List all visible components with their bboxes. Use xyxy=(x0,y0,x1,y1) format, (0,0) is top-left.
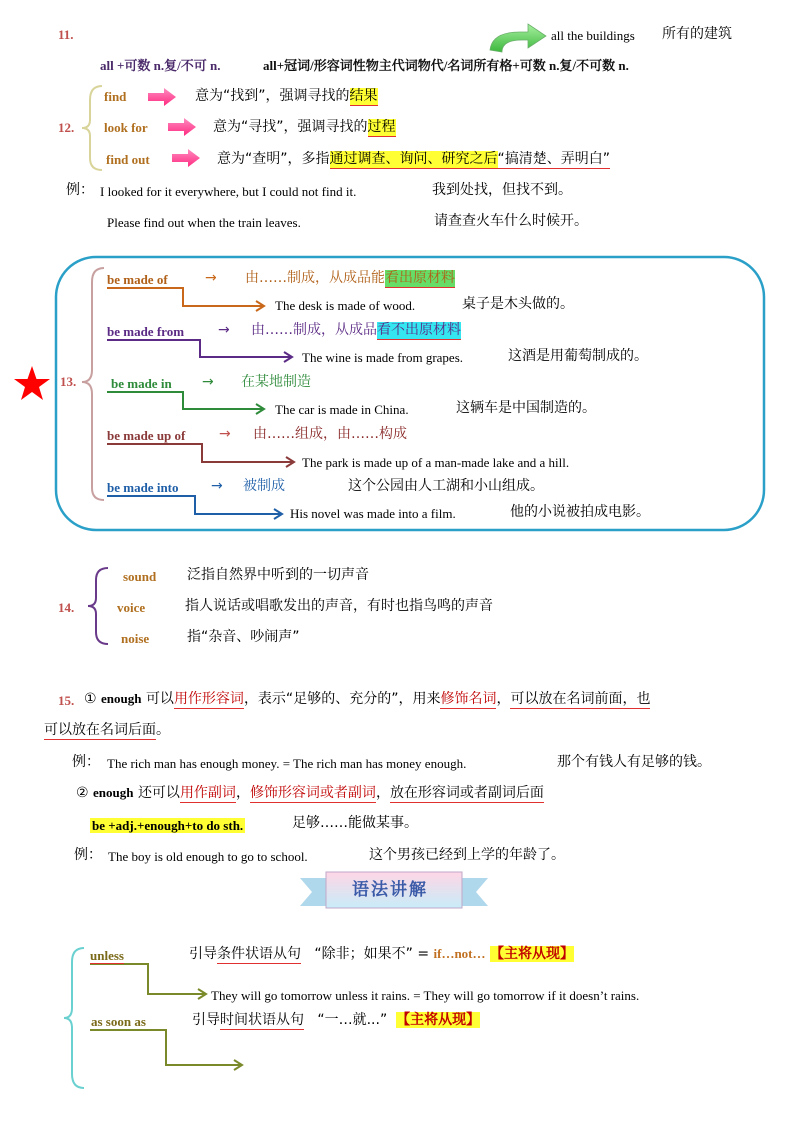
bracket-14 xyxy=(88,568,108,644)
example-sentence: His novel was made into a film. xyxy=(290,506,456,521)
arrow-glyph: → xyxy=(211,478,223,494)
bracket-grammar xyxy=(64,948,84,1088)
paragraph-line-1: ① enough 可以用作形容词，表示“足够的、充分的”，用来修饰名词，可以放在名词前面，也 xyxy=(84,691,651,707)
elbow-arrow-of xyxy=(107,288,264,311)
word-noise: noise xyxy=(121,631,150,646)
formula-translation: 足够……能做某事。 xyxy=(292,815,418,831)
word-sound: sound xyxy=(123,569,157,584)
paragraph-line-2: ② enough 还可以用作副词，修饰形容词或者副词，放在形容词或者副词后面 xyxy=(76,785,544,801)
meaning: 由……制成，从成品能看出原材料 xyxy=(245,270,455,286)
definition-row: 意为“寻找”，强调寻找的过程 xyxy=(213,119,396,135)
example-sentence: The rich man has enough money. = The rich man has money enough. xyxy=(107,756,467,771)
example-label: 例： xyxy=(66,182,94,198)
meaning: 由……制成，从成品看不出原材料 xyxy=(251,322,461,338)
meaning: 由……组成，由……构成 xyxy=(253,426,407,442)
bracket-12 xyxy=(82,86,102,170)
meaning: 被制成 xyxy=(243,478,285,494)
example-translation: 他的小说被拍成电影。 xyxy=(510,504,650,520)
phrase-be-made-into: be made into xyxy=(107,480,179,495)
example-translation: 这辆车是中国制造的。 xyxy=(456,400,596,416)
definition-row: 意为“找到”，强调寻找的结果 xyxy=(195,88,378,104)
example-sentence: The wine is made from grapes. xyxy=(302,350,464,365)
arrow-glyph: → xyxy=(205,270,217,286)
paragraph-line-1b: 可以放在名词后面。 xyxy=(44,722,170,738)
rule-left: all +可数 n.复/不可 n. xyxy=(100,58,221,73)
word-unless: unless xyxy=(90,948,124,963)
pink-arrow-icon xyxy=(168,118,196,136)
example-sentence: The desk is made of wood. xyxy=(275,298,416,313)
pink-arrow-icon xyxy=(172,149,200,167)
example-sentence: The park is made up of a man-made lake and a hill. xyxy=(302,455,570,470)
item-number: 11. xyxy=(58,27,74,42)
example-label: 例： xyxy=(72,754,100,770)
definition: 指人说话或唱歌发出的声音，有时也指鸟鸣的声音 xyxy=(185,598,493,614)
item-number: 14. xyxy=(58,600,75,615)
definition: 泛指自然界中听到的一切声音 xyxy=(187,567,369,583)
elbow-arrow-as-soon-as xyxy=(90,1030,242,1070)
phrase-be-made-from: be made from xyxy=(107,324,185,339)
arrow-glyph: → xyxy=(202,374,214,390)
arrow-glyph: → xyxy=(219,426,231,442)
rule-right: all+冠词/形容词性物主代词物代/名词所有格+可数 n.复/不可数 n. xyxy=(263,58,629,73)
item-number: 15. xyxy=(58,693,75,708)
example-sentence: I looked for it everywhere, but I could not find it. xyxy=(100,184,357,199)
elbow-arrow-unless xyxy=(90,964,206,999)
example-sentence: The car is made in China. xyxy=(275,402,409,417)
pink-arrow-icon xyxy=(148,88,176,106)
elbow-arrow-in xyxy=(107,392,264,414)
formula: be +adj.+enough+to do sth. xyxy=(92,818,244,833)
example-phrase: all the buildings xyxy=(551,28,635,43)
elbow-arrow-from xyxy=(107,340,292,362)
meaning: 在某地制造 xyxy=(241,374,311,390)
example-translation: 请查查火车什么时候开。 xyxy=(434,213,588,229)
definition-row: 意为“查明”，多指通过调查、询问、研究之后“搞清楚、弄明白” xyxy=(217,151,611,167)
word-voice: voice xyxy=(117,600,146,615)
word-find-out: find out xyxy=(106,152,150,167)
example-translation: 桌子是木头做的。 xyxy=(462,296,574,312)
star-icon xyxy=(14,366,50,400)
example-label: 例： xyxy=(74,847,102,863)
grammar-row-as-soon-as: 引导时间状语从句 “一…就...” 【主将从现】 xyxy=(192,1012,481,1028)
elbow-arrow-up-of xyxy=(107,444,294,467)
grammar-row-unless: 引导条件状语从句 “除非；如果不” = if…not… 【主将从现】 xyxy=(189,946,574,962)
example-sentence: The boy is old enough to go to school. xyxy=(108,849,308,864)
bracket-13 xyxy=(82,268,104,500)
banner-title: 语法讲解 xyxy=(352,880,428,900)
phrase-be-made-of: be made of xyxy=(107,272,168,287)
word-as-soon-as: as soon as xyxy=(91,1014,146,1029)
elbow-arrow-into xyxy=(107,496,282,519)
word-find: find xyxy=(104,89,127,104)
example-translation: 所有的建筑 xyxy=(662,26,732,42)
item-number: 13. xyxy=(60,374,77,389)
example-sentence: Please find out when the train leaves. xyxy=(107,215,301,230)
example-sentence: They will go tomorrow unless it rains. = They will go tomorrow if it doesn’t rains. xyxy=(211,988,640,1003)
example-translation: 这个男孩已经到上学的年龄了。 xyxy=(369,847,565,863)
arrow-glyph: → xyxy=(218,322,230,338)
example-translation: 我到处找，但找不到。 xyxy=(432,182,572,198)
curved-arrow-icon xyxy=(490,24,546,52)
word-look-for: look for xyxy=(104,120,148,135)
example-translation: 这酒是用葡萄制成的。 xyxy=(508,348,648,364)
phrase-be-made-up-of: be made up of xyxy=(107,428,186,443)
definition: 指“杂音、吵闹声” xyxy=(187,629,300,645)
item-number: 12. xyxy=(58,120,75,135)
phrase-be-made-in: be made in xyxy=(111,376,172,391)
example-translation: 那个有钱人有足够的钱。 xyxy=(557,754,711,770)
example-translation: 这个公园由人工湖和小山组成。 xyxy=(348,478,544,494)
